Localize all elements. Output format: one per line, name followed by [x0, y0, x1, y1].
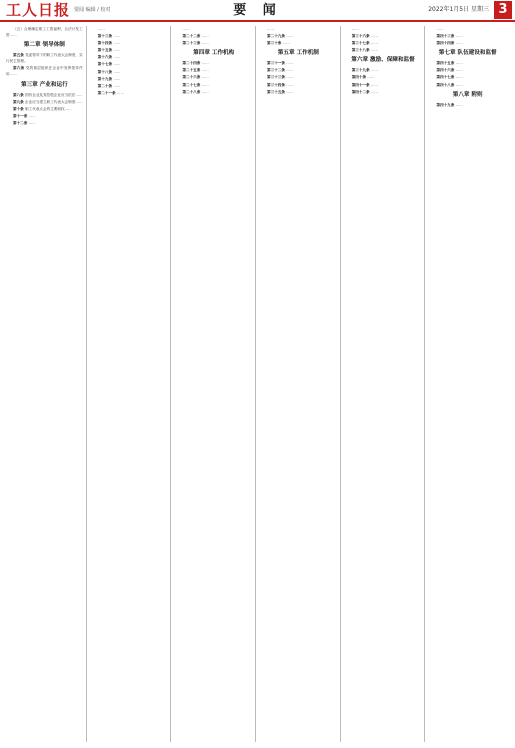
- article-number: 第四十三条: [436, 34, 456, 39]
- body-text-filler: [83, 100, 87, 104]
- article-paragraph: [175, 67, 252, 73]
- article-number: 第十条: [13, 106, 26, 111]
- article-number: 第十七条: [97, 62, 114, 67]
- body-text-filler: [121, 55, 172, 59]
- body-text-filler: [293, 34, 340, 38]
- body-text-filler: [121, 70, 172, 74]
- article-paragraph: [260, 74, 337, 80]
- article-paragraph: [260, 60, 337, 66]
- article-number: 第四十条: [351, 75, 368, 80]
- body-text-filler: [121, 34, 172, 38]
- section-title: 要 闻: [233, 3, 282, 18]
- paragraph-text: （五）合理确定职工工资福利，合法计发工资……: [6, 27, 83, 38]
- paragraph-text: ……: [455, 41, 463, 46]
- article-paragraph: [91, 26, 168, 32]
- article-paragraph: [345, 26, 422, 32]
- chapter-heading: 第四章 工作机构: [193, 50, 235, 57]
- body-text-filler: [463, 75, 509, 79]
- chapter-heading: 第三章 产业和运行: [20, 81, 68, 88]
- chapter-heading: 第五章 工作机制: [277, 50, 319, 57]
- paragraph-text: ……: [455, 75, 463, 80]
- article-number: 第八条: [13, 92, 26, 97]
- body-text-filler: [72, 107, 87, 111]
- paragraph-text: ……: [201, 82, 209, 87]
- body-text-filler: [293, 75, 340, 79]
- newspaper-logo: 工人日报: [6, 1, 71, 19]
- article-number: 第二十一条: [97, 90, 117, 95]
- article-paragraph: [6, 26, 83, 38]
- body-text-filler: [463, 68, 509, 72]
- paragraph-text: ……: [286, 89, 294, 94]
- article-number: 第二十六条: [182, 75, 202, 80]
- article-paragraph: [345, 74, 422, 80]
- article-paragraph: [429, 82, 506, 88]
- paragraph-text: 党的基层组织在企业中发挥领导作用……: [6, 66, 83, 77]
- article-number: 第十六条: [97, 55, 114, 60]
- article-number: 第三十三条: [267, 75, 287, 80]
- article-number: 第十二条: [13, 120, 29, 125]
- article-paragraph: [6, 106, 83, 112]
- article-number: 第四十四条: [436, 41, 456, 46]
- paragraph-text: ……: [286, 34, 294, 39]
- article-number: 第四十一条: [351, 82, 371, 87]
- article-paragraph: [260, 40, 337, 46]
- body-text-filler: [121, 62, 172, 66]
- body-text-filler: [378, 41, 425, 45]
- paragraph-text: ……: [455, 61, 463, 66]
- paragraph-text: ……: [455, 34, 463, 39]
- body-text-filler: [121, 41, 172, 45]
- body-text-filler: [290, 41, 341, 45]
- article-paragraph: [91, 61, 168, 67]
- paragraph-text: ……: [113, 41, 121, 46]
- paragraph-text: ……: [28, 113, 36, 118]
- article-number: 第四十六条: [436, 68, 456, 73]
- text-column: [429, 26, 509, 742]
- body-text-filler: [17, 33, 87, 37]
- article-number: 第三十八条: [351, 48, 371, 53]
- article-number: 第四十九条: [436, 102, 456, 107]
- body-text-filler: [274, 27, 340, 31]
- masthead: [0, 0, 515, 22]
- body-text-filler: [36, 121, 87, 125]
- article-number: 第十九条: [97, 76, 114, 81]
- article-paragraph: [6, 52, 83, 64]
- article-number: 第三十七条: [351, 41, 371, 46]
- article-paragraph: [91, 33, 168, 39]
- paragraph-text: ……: [455, 82, 463, 87]
- text-column: [91, 26, 172, 742]
- paragraph-text: ……: [116, 90, 125, 95]
- article-number: 第十一条: [13, 113, 29, 118]
- article-number: 第三十一条: [267, 61, 287, 66]
- article-paragraph: [175, 26, 252, 32]
- article-paragraph: [91, 90, 168, 96]
- article-number: 第四十二条: [351, 89, 371, 94]
- paragraph-text: 党委领导下的职工代表大会制度，实行民主管理。: [6, 53, 83, 64]
- body-text-filler: [36, 114, 87, 118]
- article-paragraph: [91, 83, 168, 89]
- edition-note: 要闻 编辑 / 校对: [74, 7, 111, 13]
- article-paragraph: [429, 26, 506, 32]
- paragraph-text: ……: [286, 75, 294, 80]
- article-number: 第二十九条: [267, 34, 287, 39]
- body-text-filler: [293, 83, 340, 87]
- article-paragraph: [6, 92, 83, 98]
- text-column: [175, 26, 256, 742]
- article-number: 第四十七条: [436, 75, 456, 80]
- body-text-filler: [209, 68, 256, 72]
- body-text-filler: [121, 77, 172, 81]
- paragraph-text: ……: [201, 75, 209, 80]
- article-paragraph: [91, 47, 168, 53]
- article-paragraph: [260, 33, 337, 39]
- body-text-filler: [293, 61, 340, 65]
- article-paragraph: [429, 67, 506, 73]
- article-number: 第五条: [13, 53, 26, 58]
- article-paragraph: [345, 89, 422, 95]
- text-column: [260, 26, 341, 742]
- paragraph-text: ……: [201, 89, 209, 94]
- body-text-filler: [463, 83, 509, 87]
- article-paragraph: [345, 67, 422, 73]
- paragraph-text: 职工代表大会的主要职权……: [25, 106, 72, 111]
- paragraph-text: ……: [351, 27, 359, 31]
- article-paragraph: [175, 60, 252, 66]
- article-number: 第三十条: [267, 41, 283, 46]
- article-number: 第四十八条: [436, 82, 456, 87]
- article-paragraph: [175, 82, 252, 88]
- article-number: 第三十九条: [351, 68, 371, 73]
- paragraph-text: ……: [201, 61, 209, 66]
- article-paragraph: [429, 74, 506, 80]
- article-paragraph: [345, 47, 422, 53]
- article-number: 第十四条: [97, 41, 114, 46]
- article-paragraph: [345, 33, 422, 39]
- article-paragraph: [260, 67, 337, 73]
- article-paragraph: [429, 102, 506, 108]
- body-text-filler: [463, 61, 509, 65]
- article-number: 第二十五条: [182, 68, 202, 73]
- article-paragraph: [429, 40, 506, 46]
- page-number-badge: 3: [494, 1, 512, 19]
- article-number: 第十八条: [97, 69, 114, 74]
- paragraph-text: ……: [370, 89, 379, 94]
- article-number: 第二十四条: [182, 61, 202, 66]
- paragraph-text: ……: [201, 34, 209, 39]
- paragraph-text: ……: [113, 55, 121, 60]
- article-number: 第二十三条: [182, 41, 202, 46]
- body-text-filler: [378, 90, 425, 94]
- body-text-filler: [463, 103, 509, 107]
- issue-date: 2022年1月5日 星期三: [428, 6, 489, 13]
- chapter-heading: 第七章 队伍建设和监督: [438, 50, 497, 57]
- article-paragraph: [175, 40, 252, 46]
- body-text-filler: [375, 75, 426, 79]
- paragraph-text: ……: [97, 27, 105, 31]
- paragraph-text: ……: [113, 83, 121, 88]
- body-text-filler: [83, 93, 87, 97]
- body-text-filler: [463, 41, 509, 45]
- article-number: 第三十二条: [267, 68, 287, 73]
- body-text-filler: [124, 91, 171, 95]
- body-text-filler: [444, 27, 509, 31]
- paragraph-text: ……: [370, 41, 379, 46]
- article-paragraph: [345, 40, 422, 46]
- article-paragraph: [6, 120, 83, 126]
- article-paragraph: [175, 33, 252, 39]
- chapter-heading: 第六章 激励、保障和监督: [351, 57, 415, 64]
- article-number: 第二十八条: [182, 89, 202, 94]
- body-text-filler: [378, 83, 425, 87]
- paragraph-text: ……: [370, 68, 379, 73]
- article-number: 第三十五条: [267, 89, 287, 94]
- article-number: 第六条: [13, 66, 26, 71]
- paragraph-text: ……: [201, 68, 209, 73]
- body-text-filler: [121, 48, 172, 52]
- paragraph-text: ……: [282, 41, 290, 46]
- paragraph-text: ……: [113, 76, 121, 81]
- article-paragraph: [429, 33, 506, 39]
- body-text-filler: [209, 83, 256, 87]
- chapter-heading: 第二章 领导体制: [23, 42, 65, 49]
- article-paragraph: [345, 82, 422, 88]
- paragraph-text: ……: [367, 75, 375, 80]
- paragraph-text: ……: [113, 69, 121, 74]
- body-text-filler: [293, 90, 340, 94]
- paragraph-text: ……: [113, 62, 121, 67]
- body-text-filler: [17, 72, 87, 76]
- paragraph-text: ……: [182, 27, 190, 31]
- body-text-filler: [209, 61, 256, 65]
- paragraph-text: ……: [436, 27, 444, 31]
- body-text-filler: [28, 59, 87, 63]
- paragraph-text: ……: [286, 68, 294, 73]
- article-number: 第九条: [13, 99, 26, 104]
- paragraph-text: ……: [455, 68, 463, 73]
- paragraph-text: ……: [455, 102, 463, 107]
- article-paragraph: [91, 76, 168, 82]
- article-columns: [6, 26, 509, 742]
- body-text-filler: [121, 84, 172, 88]
- article-number: 第三十六条: [351, 34, 371, 39]
- paragraph-text: 企业应当建立职工代表大会制度……: [25, 99, 83, 104]
- article-number: 第二十七条: [182, 82, 202, 87]
- body-text-filler: [209, 75, 256, 79]
- body-text-filler: [359, 27, 425, 31]
- paragraph-text: ……: [286, 82, 294, 87]
- body-text-filler: [378, 68, 425, 72]
- body-text-filler: [209, 34, 256, 38]
- paragraph-text: 国有企业及其控股企业应当依法……: [25, 92, 83, 97]
- article-paragraph: [429, 60, 506, 66]
- article-number: 第二十二条: [182, 34, 202, 39]
- text-column: [6, 26, 87, 742]
- paragraph-text: ……: [370, 82, 379, 87]
- article-number: 第二十条: [97, 83, 114, 88]
- article-number: 第四十五条: [436, 61, 456, 66]
- article-paragraph: [6, 65, 83, 77]
- paragraph-text: ……: [113, 34, 121, 39]
- body-text-filler: [209, 41, 256, 45]
- body-text-filler: [378, 48, 425, 52]
- body-text-filler: [463, 34, 509, 38]
- article-paragraph: [260, 89, 337, 95]
- body-text-filler: [105, 27, 171, 31]
- article-paragraph: [260, 82, 337, 88]
- article-paragraph: [260, 26, 337, 32]
- article-paragraph: [6, 113, 83, 119]
- article-paragraph: [91, 40, 168, 46]
- paragraph-text: ……: [370, 48, 379, 53]
- paragraph-text: ……: [28, 120, 36, 125]
- text-column: [345, 26, 426, 742]
- paragraph-text: ……: [286, 61, 294, 66]
- paragraph-text: ……: [267, 27, 275, 31]
- body-text-filler: [293, 68, 340, 72]
- article-number: 第三十四条: [267, 82, 287, 87]
- body-text-filler: [378, 34, 425, 38]
- article-number: 第十三条: [97, 34, 114, 39]
- body-text-filler: [190, 27, 256, 31]
- article-paragraph: [175, 89, 252, 95]
- paragraph-text: ……: [370, 34, 379, 39]
- article-paragraph: [175, 74, 252, 80]
- chapter-heading: 第八章 附则: [452, 91, 483, 98]
- body-text-filler: [209, 90, 256, 94]
- article-paragraph: [6, 99, 83, 105]
- paragraph-text: ……: [113, 48, 121, 53]
- paragraph-text: ……: [201, 41, 209, 46]
- article-number: 第十五条: [97, 48, 114, 53]
- article-paragraph: [91, 69, 168, 75]
- article-paragraph: [91, 54, 168, 60]
